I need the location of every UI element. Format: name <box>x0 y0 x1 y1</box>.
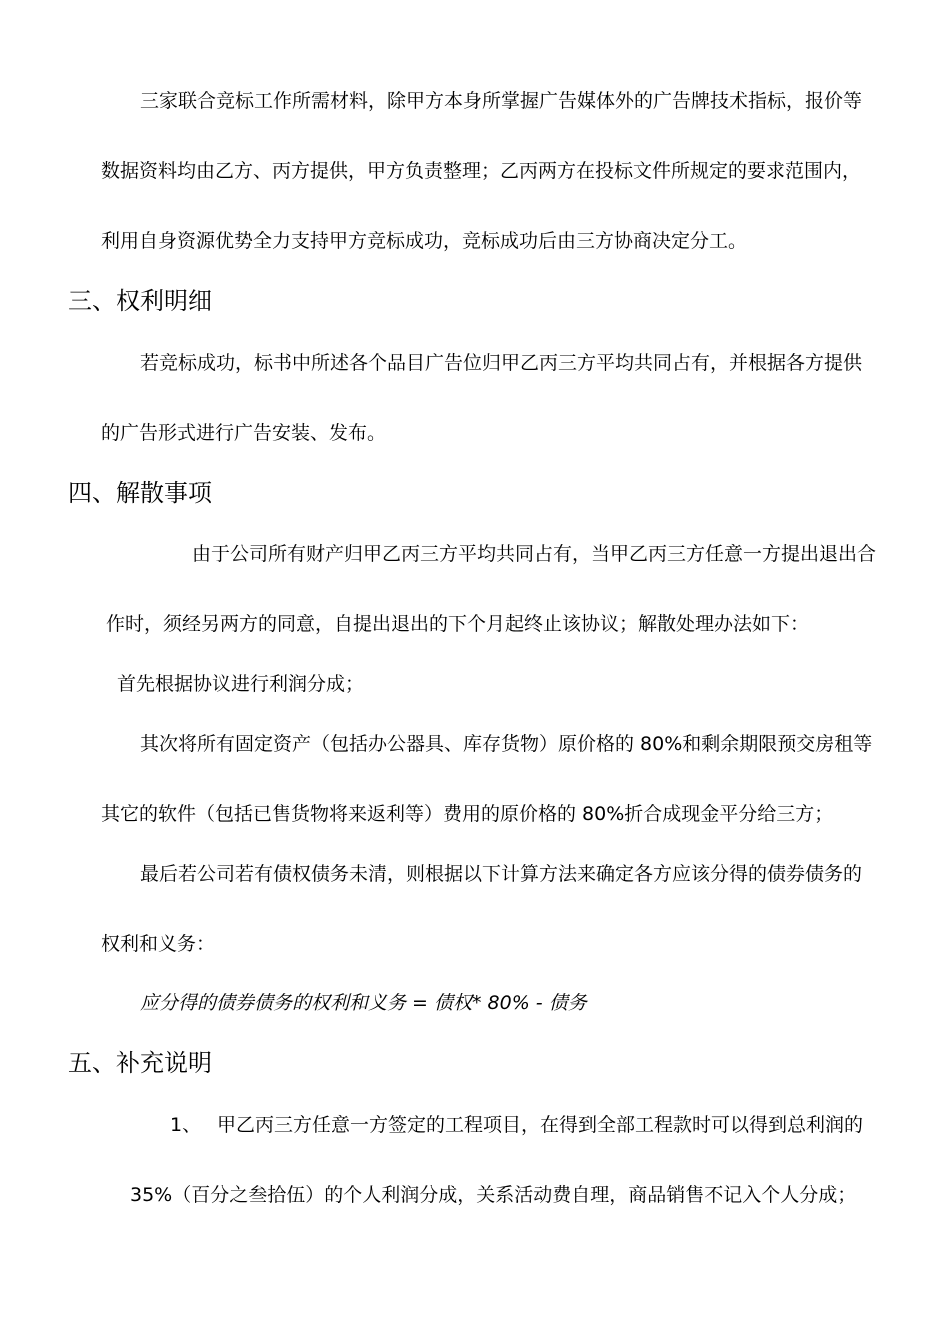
list-item-number: 1、 <box>170 1114 202 1136</box>
body-text-line: 最后若公司若有债权债务未清，则根据以下计算方法来确定各方应该分得的债券债务的 <box>140 863 863 885</box>
body-text-line: 甲乙丙三方任意一方签定的工程项目，在得到全部工程款时可以得到总利润的 <box>217 1114 864 1136</box>
body-text-line: 若竞标成功，标书中所述各个品目广告位归甲乙丙三方平均共同占有，并根据各方提供 <box>140 352 863 374</box>
body-text-line: 的广告形式进行广告安装、发布。 <box>101 422 387 444</box>
body-text-line: 权利和义务： <box>101 933 216 955</box>
section-heading: 五、补充说明 <box>68 1049 212 1077</box>
body-text-line: 首先根据协议进行利润分成； <box>117 673 365 695</box>
body-text-line: 数据资料均由乙方、丙方提供，甲方负责整理；乙丙两方在投标文件所规定的要求范围内， <box>101 160 862 182</box>
body-text-line: 利用自身资源优势全力支持甲方竞标成功，竞标成功后由三方协商决定分工。 <box>101 230 748 252</box>
body-text-line: 三家联合竞标工作所需材料，除甲方本身所掌握广告媒体外的广告牌技术指标，报价等 <box>140 90 863 112</box>
body-text-line: 作时，须经另两方的同意，自提出退出的下个月起终止该协议；解散处理办法如下： <box>106 613 810 635</box>
formula: 应分得的债券债务的权利和义务 = 债权* 80% - 债务 <box>140 992 587 1014</box>
section-heading: 三、权利明细 <box>68 287 212 315</box>
body-text-line: 35%（百分之叁拾伍）的个人利润分成，关系活动费自理，商品销售不记入个人分成； <box>130 1184 857 1206</box>
body-text-line: 其它的软件（包括已售货物将来返利等）费用的原价格的 80%折合成现金平分给三方； <box>101 803 834 825</box>
body-text-line: 其次将所有固定资产（包括办公器具、库存货物）原价格的 80%和剩余期限预交房租等 <box>140 733 873 755</box>
body-text-line: 由于公司所有财产归甲乙丙三方平均共同占有，当甲乙丙三方任意一方提出退出合 <box>192 543 877 565</box>
section-heading: 四、解散事项 <box>68 479 212 507</box>
